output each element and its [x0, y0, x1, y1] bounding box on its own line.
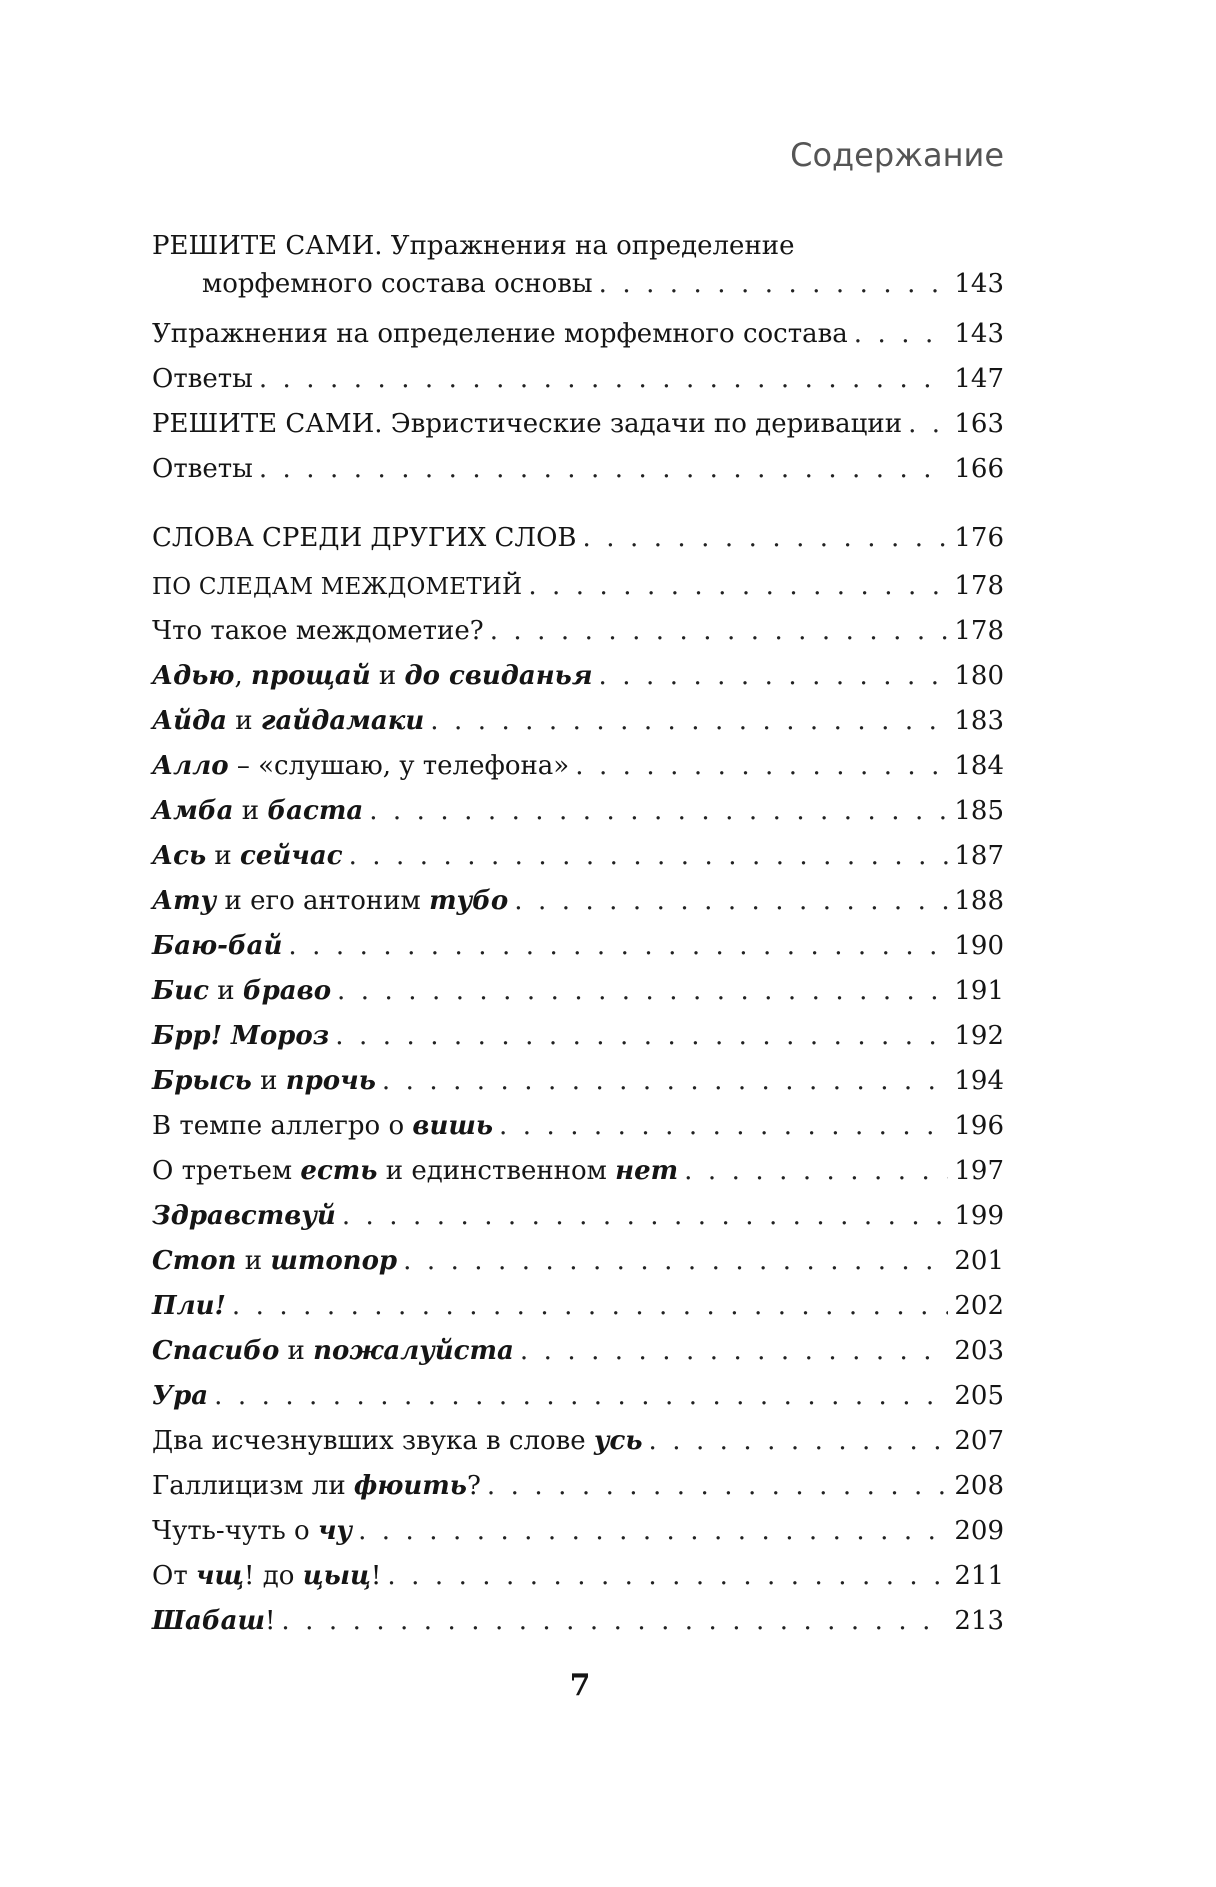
title-text: ! до [244, 1561, 303, 1591]
toc-entry-title: Ответы [152, 364, 253, 394]
title-text: – «слушаю, у телефона» [228, 751, 570, 781]
toc-entry-title [152, 1239, 397, 1284]
toc-entry-title [152, 1104, 493, 1149]
toc-page-number: 199 [954, 1201, 1004, 1231]
toc-page-number: 185 [954, 796, 1004, 826]
dot-leader [599, 654, 949, 699]
toc-page-number: 143 [954, 269, 1004, 299]
title-text: В темпе аллегро о [152, 1111, 413, 1141]
toc-entry-title [152, 969, 331, 1014]
toc-entry[interactable] [152, 834, 1004, 879]
keyword: прощай [250, 661, 371, 691]
toc-page-number: 176 [954, 523, 1004, 553]
toc-entry-title [152, 1014, 329, 1059]
toc-entry-title [152, 1419, 642, 1464]
toc-entry[interactable] [152, 1599, 1004, 1644]
keyword: Брысь [152, 1066, 252, 1096]
title-text: Чуть-чуть о [152, 1516, 318, 1546]
toc-page-number: 180 [954, 661, 1004, 691]
dot-leader [528, 564, 948, 609]
toc-page-number: 190 [954, 931, 1004, 961]
toc-entry[interactable] [152, 1104, 1004, 1149]
toc-entry-title [152, 924, 282, 969]
toc-entry[interactable] [152, 609, 1004, 654]
toc-page-number: 147 [954, 364, 1004, 394]
toc-page-number: 211 [954, 1561, 1004, 1591]
keyword: Баю-бай [152, 931, 283, 961]
toc-entry-title [152, 699, 424, 744]
toc-entry[interactable] [152, 1149, 1004, 1194]
title-text: ! [370, 1561, 382, 1591]
toc-entry[interactable] [152, 312, 1004, 357]
dot-leader [684, 1149, 948, 1194]
keyword: Пли! [152, 1291, 226, 1321]
toc-entry[interactable] [152, 357, 1004, 402]
dot-leader [514, 879, 948, 924]
toc-page-number: 191 [954, 976, 1004, 1006]
title-text: От [152, 1561, 196, 1591]
dot-leader [487, 1464, 948, 1509]
toc-page-number: 205 [954, 1381, 1004, 1411]
toc-entry[interactable] [152, 879, 1004, 924]
toc-page-number: 208 [954, 1471, 1004, 1501]
title-text: и [233, 796, 268, 826]
toc-entry-title: Ответы [152, 454, 253, 484]
toc-entry[interactable] [152, 1194, 1004, 1239]
dot-leader [214, 1374, 948, 1419]
toc-entry-title [152, 744, 569, 789]
keyword: Спасибо [152, 1336, 280, 1366]
dot-leader [259, 447, 949, 492]
title-text: и его антоним [216, 886, 430, 916]
keyword: до свиданья [404, 661, 593, 691]
toc-entry[interactable] [152, 1239, 1004, 1284]
dot-leader [499, 1104, 948, 1149]
title-text: и единственном [377, 1156, 616, 1186]
dot-leader [403, 1239, 948, 1284]
toc-page-number: 209 [954, 1516, 1004, 1546]
keyword: тубо [429, 886, 509, 916]
toc-subsection-title: ПО СЛЕДАМ МЕЖДОМЕТИЙ [152, 574, 523, 600]
toc-page-number: 196 [954, 1111, 1004, 1141]
toc-entry[interactable] [152, 1509, 1004, 1554]
toc-entry[interactable] [152, 744, 1004, 789]
toc-entry-title-continued: морфемного состава основы [202, 269, 593, 299]
toc-entry-title [152, 879, 508, 924]
toc-entry[interactable] [152, 1329, 1004, 1374]
keyword: баста [267, 796, 364, 826]
keyword: вишь [412, 1111, 494, 1141]
toc-page-number: 163 [954, 409, 1004, 439]
toc-entry-title: РЕШИТЕ САМИ. Эвристические задачи по деривации [152, 409, 903, 439]
table-of-contents [152, 228, 1004, 1644]
toc-entry-title [152, 834, 343, 879]
dot-leader [854, 312, 949, 357]
toc-entry[interactable] [152, 1059, 1004, 1104]
dot-leader [349, 834, 949, 879]
toc-entry[interactable] [152, 447, 1004, 492]
toc-page-number: 192 [954, 1021, 1004, 1051]
toc-entry[interactable] [152, 402, 1004, 447]
dot-leader [342, 1194, 949, 1239]
toc-entry[interactable] [152, 1284, 1004, 1329]
dot-leader [288, 924, 948, 969]
keyword: чу [317, 1516, 353, 1546]
dot-leader [369, 789, 948, 834]
dot-leader [575, 744, 948, 789]
dot-leader [232, 1284, 948, 1329]
toc-entry-title [152, 1464, 481, 1509]
toc-page-number: 197 [954, 1156, 1004, 1186]
title-text: Два исчезнувших звука в слове [152, 1426, 594, 1456]
title-text: и [279, 1336, 314, 1366]
title-text: ? [466, 1471, 481, 1501]
keyword: цыц [302, 1561, 371, 1591]
title-text: ! [264, 1606, 276, 1636]
toc-entry[interactable] [152, 1554, 1004, 1599]
keyword: Ату [152, 886, 217, 916]
dot-leader [520, 1329, 948, 1374]
toc-subsection-entry[interactable] [152, 564, 1004, 609]
toc-entry[interactable] [152, 1464, 1004, 1509]
toc-entry-title [152, 1374, 208, 1419]
dot-leader [259, 357, 949, 402]
toc-page-number: 201 [954, 1246, 1004, 1276]
keyword: Адью [152, 661, 235, 691]
toc-entry[interactable] [152, 654, 1004, 699]
title-text: и [370, 661, 405, 691]
dot-leader [335, 1014, 948, 1059]
toc-entry[interactable] [152, 1014, 1004, 1059]
dot-leader [430, 699, 948, 744]
title-text: и [227, 706, 261, 736]
title-text: и [208, 976, 243, 1006]
toc-entry-title [152, 1599, 275, 1644]
toc-entry-title: Что такое междометие? [152, 616, 484, 646]
keyword: браво [242, 976, 332, 1006]
toc-entry-title [152, 789, 363, 834]
toc-page-number: 213 [954, 1606, 1004, 1636]
keyword: Шабаш [152, 1606, 265, 1636]
toc-page-number: 202 [954, 1291, 1004, 1321]
toc-page-number: 143 [954, 319, 1004, 349]
toc-entry-title [152, 1284, 226, 1329]
title-text: и [236, 1246, 271, 1276]
keyword: сейчас [240, 841, 343, 871]
keyword: гайдамаки [260, 706, 425, 736]
toc-entry[interactable] [152, 969, 1004, 1014]
running-title: Содержание [790, 136, 1004, 174]
toc-page-number: 187 [954, 841, 1004, 871]
dot-leader [358, 1509, 948, 1554]
title-text: и [251, 1066, 286, 1096]
toc-page-number: 203 [954, 1336, 1004, 1366]
keyword: Стоп [152, 1246, 237, 1276]
title-text: Галлицизм ли [152, 1471, 354, 1501]
title-text: О третьем [152, 1156, 301, 1186]
dot-leader [387, 1554, 948, 1599]
keyword: Амба [152, 796, 234, 826]
toc-entry-title [152, 1509, 352, 1554]
dot-leader [583, 516, 949, 561]
keyword: пожалуйста [313, 1336, 514, 1366]
keyword: нет [615, 1156, 679, 1186]
keyword: прочь [285, 1066, 376, 1096]
toc-entry[interactable] [152, 1419, 1004, 1464]
toc-page-number: 188 [954, 886, 1004, 916]
toc-entry[interactable] [152, 789, 1004, 834]
toc-entry[interactable] [152, 699, 1004, 744]
keyword: усь [593, 1426, 643, 1456]
toc-page-number: 166 [954, 454, 1004, 484]
dot-leader [648, 1419, 948, 1464]
keyword: есть [300, 1156, 378, 1186]
keyword: Алло [152, 751, 229, 781]
dot-leader [908, 402, 948, 447]
keyword: Бис [152, 976, 209, 1006]
toc-entry-title: Упражнения на определение морфемного состава [152, 319, 848, 349]
toc-entry[interactable] [152, 1374, 1004, 1419]
toc-page-number: 178 [954, 571, 1004, 601]
toc-entry-title [152, 1329, 514, 1374]
toc-page-number: 184 [954, 751, 1004, 781]
dot-leader [382, 1059, 948, 1104]
keyword: фюить [353, 1471, 467, 1501]
toc-entry-title: РЕШИТЕ САМИ. Упражнения на определение [152, 231, 795, 261]
dot-leader [490, 609, 949, 654]
keyword: чщ [195, 1561, 245, 1591]
keyword: Айда [152, 706, 228, 736]
toc-page-number: 194 [954, 1066, 1004, 1096]
keyword: штопор [270, 1246, 398, 1276]
dot-leader [599, 264, 949, 304]
toc-page-number: 183 [954, 706, 1004, 736]
keyword: Брр! Мороз [152, 1021, 330, 1051]
title-text: , [234, 661, 251, 691]
toc-entry-title [152, 1554, 381, 1599]
toc-page-number: 178 [954, 616, 1004, 646]
toc-entry-title [152, 1194, 336, 1239]
keyword: Ась [152, 841, 207, 871]
toc-page-number: 207 [954, 1426, 1004, 1456]
dot-leader [337, 969, 948, 1014]
toc-entry[interactable] [152, 228, 1004, 312]
toc-entry-title [152, 654, 593, 699]
toc-entry[interactable] [152, 924, 1004, 969]
keyword: Ура [152, 1381, 209, 1411]
toc-entry-title [152, 1059, 376, 1104]
keyword: Здравствуй [152, 1201, 336, 1231]
title-text: и [206, 841, 241, 871]
page-number: 7 [569, 1668, 591, 1703]
toc-section-entry[interactable] [152, 516, 1004, 564]
toc-entry-title [152, 1149, 678, 1194]
toc-section-title: СЛОВА СРЕДИ ДРУГИХ СЛОВ [152, 523, 577, 553]
dot-leader [281, 1599, 948, 1644]
